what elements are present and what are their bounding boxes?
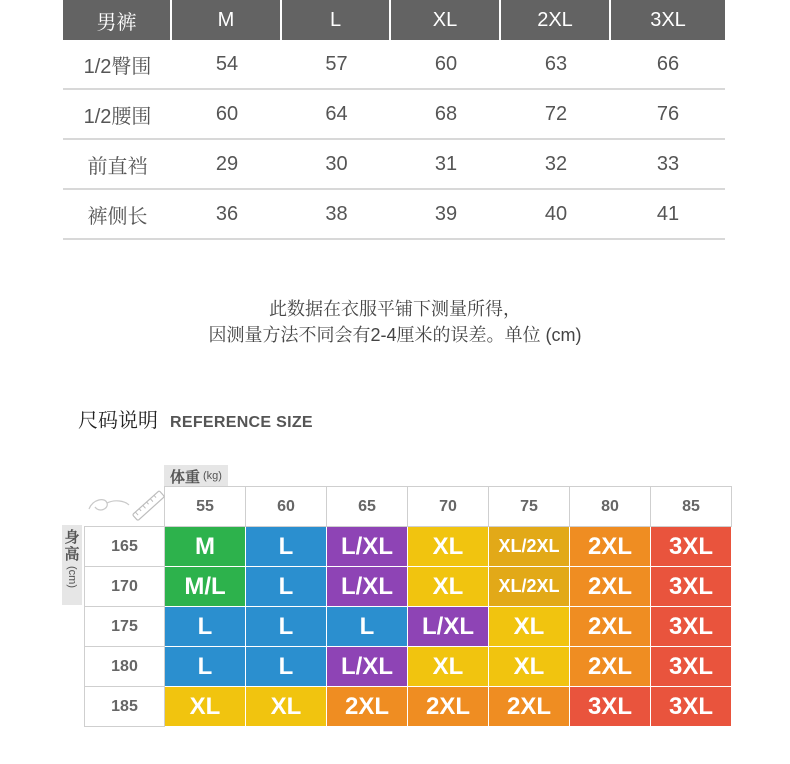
- header-cell: 男裤: [63, 0, 172, 40]
- weight-header-row: [85, 487, 732, 527]
- table-cell: 57: [325, 52, 348, 75]
- table-cell: 39: [434, 202, 458, 225]
- table-cell: 29: [215, 152, 239, 175]
- note-line-2: 因测量方法不同会有2-4厘米的误差。单位 (cm): [208, 325, 582, 345]
- row-label: 前直裆: [87, 155, 148, 178]
- size-cell: XL/2XL: [489, 567, 570, 607]
- weight-header: 70: [408, 487, 489, 527]
- reference-subtitle: REFERENCE SIZE: [170, 414, 313, 431]
- table-row: [63, 90, 725, 140]
- header-cell: XL: [391, 0, 501, 40]
- size-cell: M: [165, 527, 246, 567]
- table-cell: 64: [325, 102, 348, 125]
- size-cell: M/L: [165, 567, 246, 607]
- height-header: 165: [85, 527, 165, 567]
- header-cell: 3XL: [611, 0, 725, 40]
- size-cell: 3XL: [651, 567, 732, 607]
- height-axis-label: [62, 525, 82, 605]
- corner-cell: [85, 487, 165, 527]
- size-cell: XL: [489, 607, 570, 647]
- table-cell: 31: [434, 152, 458, 175]
- table-cell: 60: [215, 102, 239, 125]
- table-cell: 72: [544, 102, 568, 125]
- size-cell: L: [246, 527, 327, 567]
- weight-header: 55: [165, 487, 246, 527]
- height-header: 185: [85, 687, 165, 727]
- size-cell: XL: [408, 567, 489, 607]
- row-label: 1/2腰围: [83, 105, 152, 128]
- size-cell: 2XL: [570, 607, 651, 647]
- size-cell: 3XL: [651, 527, 732, 567]
- table-row: [63, 140, 725, 190]
- size-chart-grid: [84, 486, 732, 727]
- size-cell: L: [246, 607, 327, 647]
- table-cell: 66: [656, 52, 680, 75]
- height-header: 170: [85, 567, 165, 607]
- table-cell: 60: [434, 52, 458, 75]
- tape-measure-icon: [85, 487, 165, 527]
- size-cell: 3XL: [651, 687, 732, 727]
- measurement-table: [63, 0, 725, 240]
- size-cell: 3XL: [570, 687, 651, 727]
- size-cell: 2XL: [570, 527, 651, 567]
- table-cell: 38: [325, 202, 348, 225]
- size-cell: 3XL: [651, 647, 732, 687]
- weight-label: 体重: [170, 468, 201, 486]
- size-cell: XL: [489, 647, 570, 687]
- weight-header: 65: [327, 487, 408, 527]
- height-label-char: 身: [64, 529, 80, 546]
- height-header: 175: [85, 607, 165, 647]
- weight-unit: (kg): [203, 470, 222, 482]
- weight-header: 75: [489, 487, 570, 527]
- weight-header: 85: [651, 487, 732, 527]
- height-header: 180: [85, 647, 165, 687]
- size-cell: XL: [165, 687, 246, 727]
- weight-header: 80: [570, 487, 651, 527]
- size-cell: 3XL: [651, 607, 732, 647]
- size-cell: XL/2XL: [489, 527, 570, 567]
- table-cell: 33: [656, 152, 680, 175]
- header-cell: M: [172, 0, 282, 40]
- size-row: [85, 527, 732, 567]
- height-label-char: 高: [64, 546, 80, 563]
- weight-axis-label: [164, 465, 228, 487]
- size-cell: 2XL: [327, 687, 408, 727]
- size-cell: L: [327, 607, 408, 647]
- size-cell: L: [165, 647, 246, 687]
- table-cell: 68: [434, 102, 458, 125]
- table-cell: 63: [544, 52, 568, 75]
- table-cell: 40: [544, 202, 568, 225]
- size-row: [85, 647, 732, 687]
- size-cell: 2XL: [570, 647, 651, 687]
- header-cell: L: [282, 0, 391, 40]
- size-cell: L: [246, 647, 327, 687]
- size-cell: XL: [408, 527, 489, 567]
- size-cell: 2XL: [570, 567, 651, 607]
- row-label: 裤侧长: [87, 205, 148, 228]
- size-cell: L/XL: [327, 647, 408, 687]
- size-row: [85, 567, 732, 607]
- reference-size-title: [78, 404, 313, 433]
- table-row: [63, 190, 725, 240]
- size-cell: L: [165, 607, 246, 647]
- table-cell: 36: [215, 202, 239, 225]
- table-cell: 54: [215, 52, 239, 75]
- measurement-header-row: [63, 0, 725, 40]
- table-cell: 76: [656, 102, 680, 125]
- size-cell: 2XL: [408, 687, 489, 727]
- header-cell: 2XL: [501, 0, 611, 40]
- weight-header: 60: [246, 487, 327, 527]
- size-cell: XL: [408, 647, 489, 687]
- size-cell: XL: [246, 687, 327, 727]
- size-cell: L/XL: [327, 567, 408, 607]
- row-label: 1/2臀围: [83, 55, 152, 78]
- measurement-note: [0, 296, 790, 348]
- size-cell: L: [246, 567, 327, 607]
- table-cell: 41: [656, 202, 680, 225]
- table-cell: 30: [325, 152, 348, 175]
- size-cell: 2XL: [489, 687, 570, 727]
- table-row: [63, 40, 725, 90]
- size-row: [85, 607, 732, 647]
- height-unit: (cm): [66, 566, 78, 588]
- table-cell: 32: [544, 152, 568, 175]
- note-line-1: 此数据在衣服平铺下测量所得，: [269, 299, 521, 319]
- size-cell: L/XL: [408, 607, 489, 647]
- size-cell: L/XL: [327, 527, 408, 567]
- size-row: [85, 687, 732, 727]
- reference-title: 尺码说明: [78, 410, 158, 432]
